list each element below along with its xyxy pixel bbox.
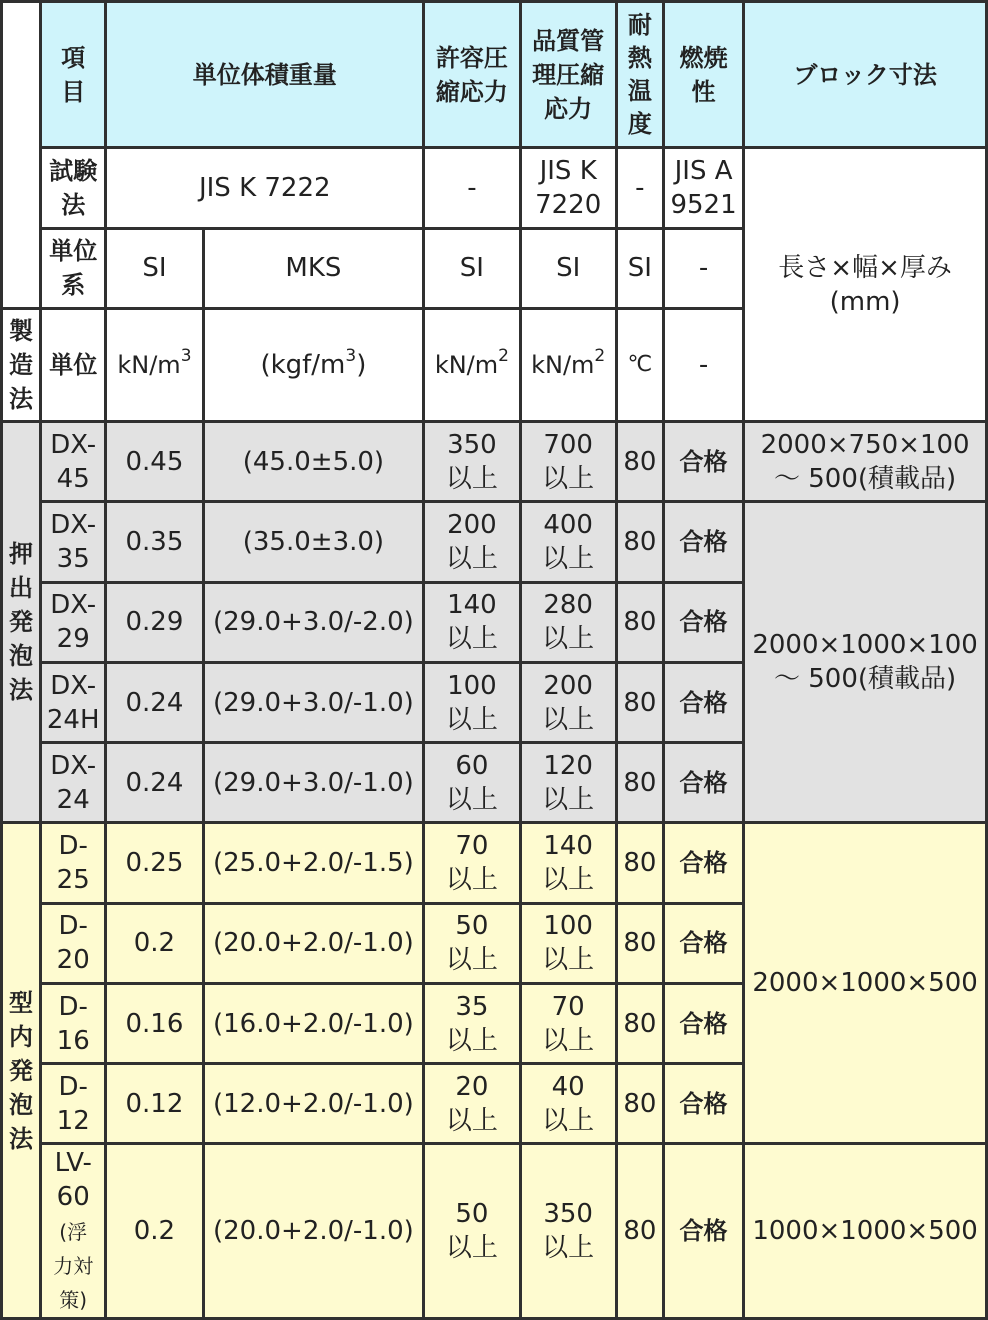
flame-value <box>665 423 742 500</box>
qc-value-text: 70 以上 <box>542 991 595 1056</box>
mks-value <box>205 1145 423 1317</box>
flame-value-text: 合格 <box>679 447 728 476</box>
header-block-text: ブロック寸法 <box>793 60 937 89</box>
qc-value <box>522 744 615 821</box>
flame-value-text: 合格 <box>679 608 728 637</box>
flame-value <box>665 824 742 901</box>
unit-qc-exp: 2 <box>594 346 606 367</box>
product-name <box>42 664 104 741</box>
allow-value-text: 50 以上 <box>445 911 498 976</box>
allow-value-text: 60 以上 <box>445 750 498 815</box>
si-value-text: 0.45 <box>125 446 184 477</box>
si-value-text: 0.2 <box>133 1216 176 1247</box>
flame-value <box>665 1065 742 1142</box>
si-value-text: 0.35 <box>125 527 184 558</box>
qc-value-text: 120 以上 <box>542 750 595 815</box>
flame-value-text: 合格 <box>679 1089 728 1118</box>
si-value <box>107 1065 201 1142</box>
product-name-text: D- 25 <box>56 831 90 896</box>
flame-value-text: 合格 <box>679 528 728 557</box>
table-row <box>3 423 985 500</box>
qc-value <box>522 905 615 982</box>
mks-value-text: (20.0+2.0/-1.0) <box>213 1216 414 1247</box>
extrusion-method-text: 押 出 発 泡 法 <box>9 540 34 705</box>
mks-value <box>205 503 423 580</box>
heat-value-text: 80 <box>623 848 657 879</box>
test-flame <box>665 149 742 226</box>
allow-value <box>425 985 518 1062</box>
mks-value <box>205 985 423 1062</box>
mks-value-text: (25.0+2.0/-1.5) <box>213 848 414 879</box>
heat-value-text: 80 <box>623 1216 657 1247</box>
heat-value <box>618 503 662 580</box>
qc-value-text: 400 以上 <box>542 510 595 575</box>
mold-method-cell <box>3 824 39 1317</box>
header-flame <box>665 3 742 146</box>
header-item <box>42 3 104 146</box>
product-name-text: DX- 35 <box>50 510 97 575</box>
unit-mks <box>205 310 423 420</box>
si-value <box>107 423 201 500</box>
unit-flame <box>665 310 742 420</box>
flame-value <box>665 503 742 580</box>
unit-sys-qc-text: SI <box>556 253 581 284</box>
flame-value-text: 合格 <box>679 688 728 717</box>
product-name-text: DX- 29 <box>50 590 97 655</box>
allow-value-text: 200 以上 <box>445 510 498 575</box>
header-heat-text: 耐 熱 温 度 <box>627 10 652 138</box>
unit-allow-base: kN/m <box>434 351 499 380</box>
flame-value <box>665 985 742 1062</box>
heat-value <box>618 423 662 500</box>
heat-value <box>618 744 662 821</box>
table-row <box>3 1145 985 1317</box>
mks-value <box>205 584 423 661</box>
unit-sys-mks <box>205 230 423 307</box>
product-name-text: DX- 24H <box>46 670 100 735</box>
mks-value-text: (29.0+3.0/-1.0) <box>213 687 414 718</box>
unit-sys-label <box>42 230 104 307</box>
product-name-text: DX- 45 <box>50 429 97 494</box>
block-size-text: 2000×1000×100 ～ 500(積載品) <box>752 630 978 695</box>
unit-sys-allow <box>425 230 518 307</box>
allow-value <box>425 1145 518 1317</box>
unit-sys-flame-text: - <box>698 253 709 284</box>
qc-value <box>522 985 615 1062</box>
flame-value-text: 合格 <box>679 849 728 878</box>
header-allow-stress <box>425 3 518 146</box>
product-name <box>42 744 104 821</box>
qc-value-text: 40 以上 <box>542 1071 595 1136</box>
unit-sys-allow-text: SI <box>459 253 484 284</box>
product-name <box>42 503 104 580</box>
flame-value <box>665 905 742 982</box>
heat-value <box>618 905 662 982</box>
allow-value-text: 35 以上 <box>445 991 498 1056</box>
unit-qc <box>522 310 615 420</box>
si-value <box>107 905 201 982</box>
test-label <box>42 149 104 226</box>
mks-value <box>205 423 423 500</box>
unit-sys-heat <box>618 230 662 307</box>
si-value <box>107 584 201 661</box>
extrusion-method-cell <box>3 423 39 821</box>
flame-value <box>665 664 742 741</box>
block-size-text: 2000×1000×500 <box>752 968 978 999</box>
flame-value-text: 合格 <box>679 929 728 958</box>
product-name <box>42 824 104 901</box>
mks-value-text: (35.0±3.0) <box>242 527 385 558</box>
heat-value-text: 80 <box>623 446 657 477</box>
header-heat <box>618 3 662 146</box>
mks-value <box>205 1065 423 1142</box>
flame-value-text: 合格 <box>679 768 728 797</box>
unit-allow <box>425 310 518 420</box>
heat-value-text: 80 <box>623 607 657 638</box>
header-unit-weight-text: 単位体積重量 <box>192 60 337 89</box>
allow-value <box>425 664 518 741</box>
unit-sys-flame <box>665 230 742 307</box>
si-value-text: 0.16 <box>125 1008 184 1039</box>
heat-value <box>618 664 662 741</box>
unit-heat-text: ℃ <box>627 352 653 378</box>
mks-value <box>205 664 423 741</box>
unit-mks-exp: 3 <box>345 346 357 367</box>
si-value-text: 0.24 <box>125 687 184 718</box>
qc-value <box>522 584 615 661</box>
heat-value <box>618 1145 662 1317</box>
si-value <box>107 744 201 821</box>
heat-value <box>618 1065 662 1142</box>
header-allow-stress-text: 許容圧 縮応力 <box>435 43 508 106</box>
qc-value <box>522 503 615 580</box>
product-name-text: LV- 60 <box>54 1148 92 1213</box>
mks-value-text: (16.0+2.0/-1.0) <box>213 1008 414 1039</box>
si-value-text: 0.2 <box>133 928 176 959</box>
header-qc-stress <box>522 3 615 146</box>
flame-value <box>665 744 742 821</box>
test-allow-stress-text: - <box>467 173 477 204</box>
mks-value-text: (29.0+3.0/-2.0) <box>213 607 414 638</box>
corner-cell <box>3 3 39 307</box>
si-value-text: 0.25 <box>125 848 184 879</box>
mks-value-text: (20.0+2.0/-1.0) <box>213 928 414 959</box>
allow-value-text: 350 以上 <box>445 429 498 494</box>
si-value-text: 0.29 <box>125 607 184 638</box>
header-item-text: 項 目 <box>61 43 86 106</box>
allow-value <box>425 1065 518 1142</box>
test-label-text: 試験 法 <box>49 157 98 220</box>
qc-value-text: 350 以上 <box>542 1199 595 1264</box>
heat-value-text: 80 <box>623 928 657 959</box>
unit-sys-qc <box>522 230 615 307</box>
table-row <box>3 503 985 580</box>
unit-sys-si-text: SI <box>142 253 167 284</box>
unit-allow-exp: 2 <box>498 346 509 367</box>
heat-value <box>618 584 662 661</box>
mks-value <box>205 905 423 982</box>
header-flame-text: 燃焼 性 <box>679 43 728 106</box>
header-unit-weight <box>107 3 422 146</box>
allow-value <box>425 584 518 661</box>
mks-value <box>205 744 423 821</box>
allow-value-text: 140 以上 <box>445 590 498 655</box>
block-size <box>745 423 985 500</box>
unit-sys-mks-text: MKS <box>285 253 342 284</box>
header-block <box>745 3 985 146</box>
test-allow-stress <box>425 149 518 226</box>
unit-si-exp: 3 <box>180 346 192 367</box>
mks-value-text: (29.0+3.0/-1.0) <box>213 767 414 798</box>
mks-value-text: (45.0±5.0) <box>242 446 385 477</box>
block-size <box>745 824 985 1142</box>
product-name <box>42 1065 104 1142</box>
qc-value <box>522 824 615 901</box>
unit-flame-text: - <box>698 350 709 381</box>
unit-si-base: kN/m <box>117 351 181 380</box>
block-size-text: 1000×1000×500 <box>752 1216 978 1247</box>
allow-value-text: 20 以上 <box>445 1071 498 1136</box>
product-name <box>42 584 104 661</box>
product-name-text: D- 20 <box>56 911 90 976</box>
product-name <box>42 1145 104 1317</box>
method-label-text: 製 造 法 <box>9 317 34 414</box>
allow-value <box>425 744 518 821</box>
product-name-text: DX- 24 <box>50 750 97 815</box>
product-name <box>42 985 104 1062</box>
flame-value <box>665 1145 742 1317</box>
block-size-text: 2000×750×100 ～ 500(積載品) <box>760 429 970 494</box>
unit-sys-si <box>107 230 201 307</box>
heat-value <box>618 824 662 901</box>
allow-value <box>425 824 518 901</box>
product-name-note: (浮 力対 策) <box>53 1220 94 1313</box>
unit-sys-label-text: 単位 系 <box>49 237 98 300</box>
block-size <box>745 503 985 821</box>
flame-value-text: 合格 <box>679 1009 728 1038</box>
test-qc-stress <box>522 149 615 226</box>
si-value-text: 0.12 <box>125 1088 184 1119</box>
allow-value <box>425 423 518 500</box>
unit-mks-close: ) <box>356 350 367 381</box>
allow-value <box>425 905 518 982</box>
qc-value-text: 200 以上 <box>542 670 595 735</box>
test-flame-text: JIS A 9521 <box>670 156 737 221</box>
si-value-text: 0.24 <box>125 767 184 798</box>
heat-value-text: 80 <box>623 767 657 798</box>
method-label <box>3 310 39 420</box>
unit-qc-base: kN/m <box>531 351 595 380</box>
heat-value-text: 80 <box>623 1088 657 1119</box>
unit-si <box>107 310 201 420</box>
product-name-text: D- 12 <box>56 1071 90 1136</box>
unit-label-text: 単位 <box>49 351 98 380</box>
test-unit-weight <box>107 149 422 226</box>
test-unit-weight-text: JIS K 7222 <box>198 173 331 204</box>
qc-value-text: 100 以上 <box>542 911 595 976</box>
qc-value-text: 700 以上 <box>542 429 595 494</box>
block-unit-cell <box>745 149 985 420</box>
heat-value-text: 80 <box>623 527 657 558</box>
test-heat <box>618 149 662 226</box>
product-name <box>42 905 104 982</box>
qc-value <box>522 423 615 500</box>
header-qc-stress-text: 品質管 理圧縮 応力 <box>532 26 605 123</box>
test-heat-text: - <box>635 173 645 204</box>
mks-value-text: (12.0+2.0/-1.0) <box>213 1088 414 1119</box>
mold-method-text: 型 内 発 泡 法 <box>9 988 34 1153</box>
allow-value-text: 50 以上 <box>445 1199 498 1264</box>
qc-value <box>522 664 615 741</box>
unit-heat <box>618 310 662 420</box>
si-value <box>107 824 201 901</box>
heat-value-text: 80 <box>623 687 657 718</box>
si-value <box>107 1145 201 1317</box>
unit-sys-heat-text: SI <box>627 253 652 284</box>
block-unit-text: 長さ×幅×厚み (mm) <box>778 252 952 317</box>
qc-value <box>522 1065 615 1142</box>
test-qc-stress-text: JIS K 7220 <box>535 156 602 221</box>
heat-value-text: 80 <box>623 1008 657 1039</box>
heat-value <box>618 985 662 1062</box>
block-size <box>745 1145 985 1317</box>
qc-value-text: 280 以上 <box>542 590 595 655</box>
si-value <box>107 503 201 580</box>
si-value <box>107 664 201 741</box>
unit-label <box>42 310 104 420</box>
product-name <box>42 423 104 500</box>
flame-value <box>665 584 742 661</box>
table-row <box>3 824 985 901</box>
product-name-text: D- 16 <box>56 991 90 1056</box>
flame-value-text: 合格 <box>679 1217 728 1246</box>
allow-value-text: 100 以上 <box>445 670 498 735</box>
mks-value <box>205 824 423 901</box>
allow-value <box>425 503 518 580</box>
qc-value-text: 140 以上 <box>542 831 595 896</box>
si-value <box>107 985 201 1062</box>
unit-mks-base: (kgf/m <box>260 350 346 381</box>
qc-value <box>522 1145 615 1317</box>
allow-value-text: 70 以上 <box>445 831 498 896</box>
